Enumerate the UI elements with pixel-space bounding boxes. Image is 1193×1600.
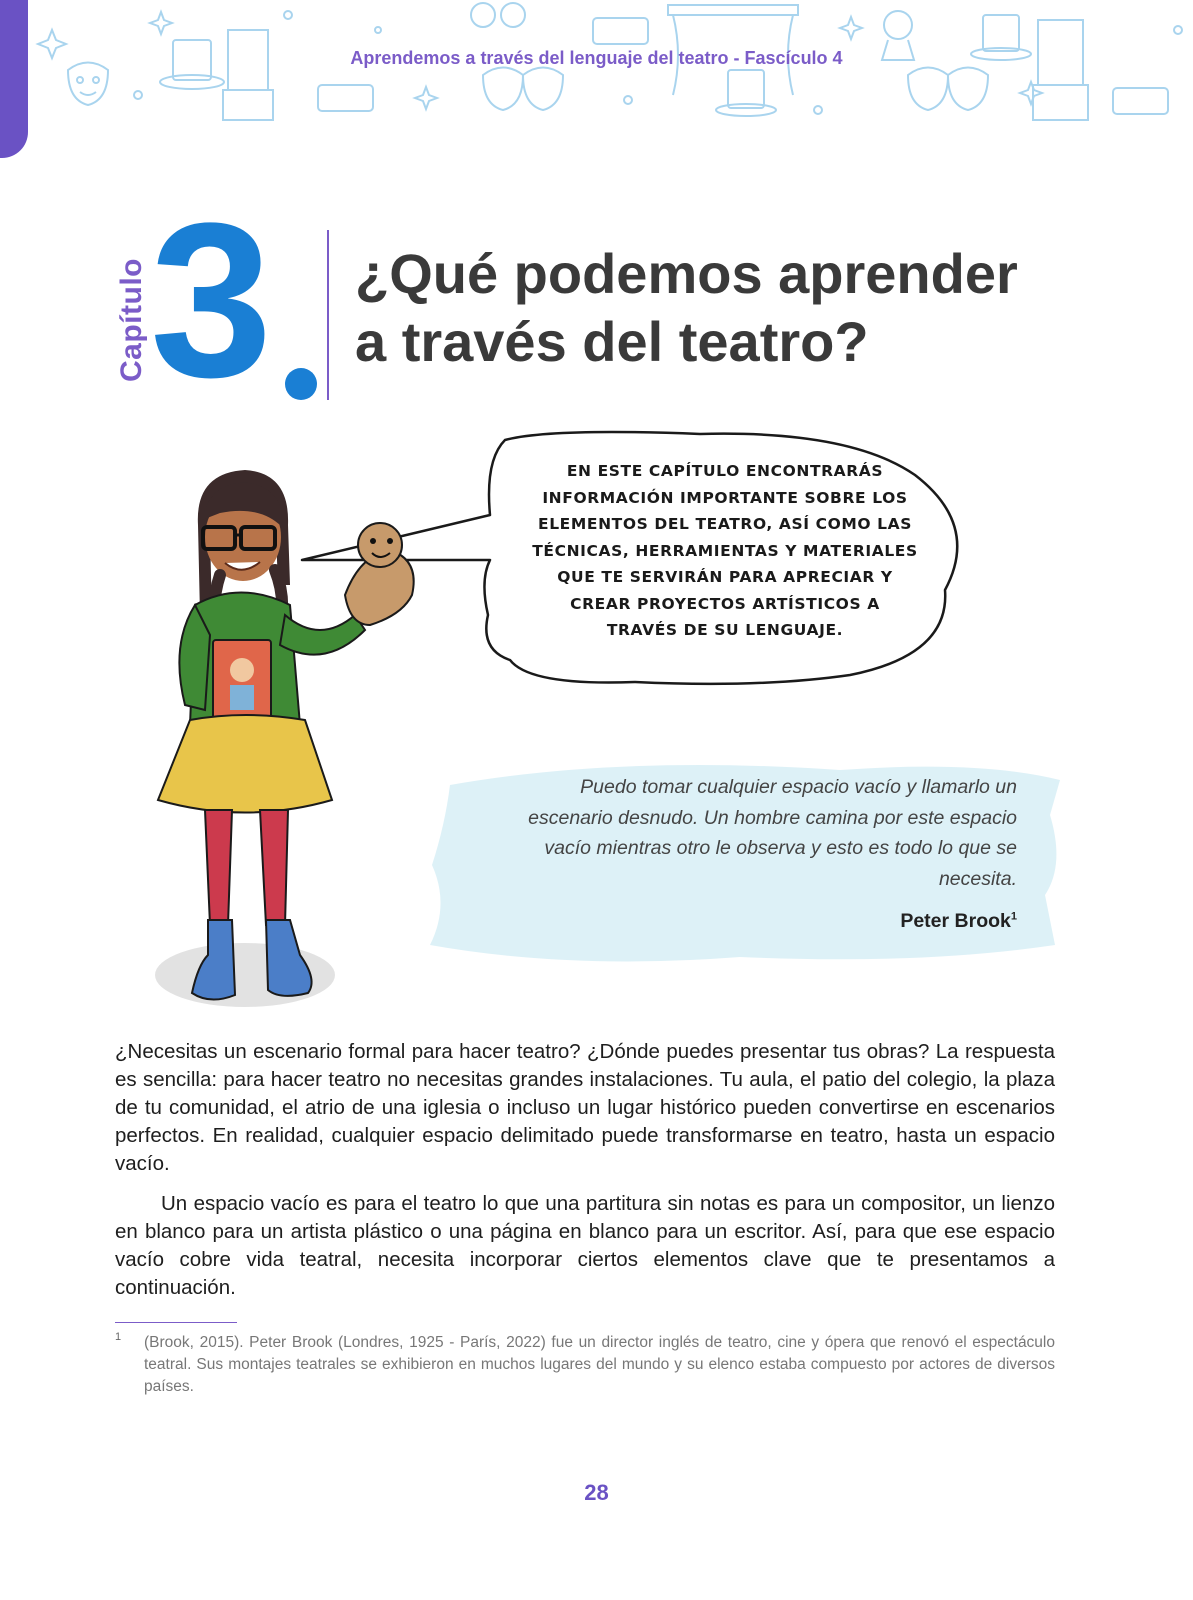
side-tab bbox=[0, 0, 28, 158]
footnote-divider bbox=[115, 1322, 237, 1323]
bubble-line: ELEMENTOS DEL TEATRO, ASÍ COMO LAS bbox=[538, 515, 912, 533]
binoculars-icon bbox=[471, 3, 525, 27]
bubble-line: EN ESTE CAPÍTULO ENCONTRARÁS bbox=[566, 462, 884, 480]
bubble-line: TÉCNICAS, HERRAMIENTAS Y MATERIALES bbox=[532, 541, 918, 560]
chapter-divider bbox=[327, 230, 329, 400]
footnote-reference: 1 bbox=[1010, 910, 1017, 923]
running-title: Aprendemos a través del lenguaje del teatro - Fascículo 4 bbox=[350, 48, 843, 68]
bubble-line: TRAVÉS DE SU LENGUAJE. bbox=[606, 621, 844, 639]
chapter-number: 3 bbox=[150, 177, 267, 423]
chapter-label: Capítulo bbox=[115, 258, 148, 382]
page-number: 28 bbox=[584, 1480, 609, 1505]
bubble-line: QUE TE SERVIRÁN PARA APRECIAR Y bbox=[557, 568, 893, 586]
body-paragraph-2: Un espacio vacío es para el teatro lo que una partitura sin notas es para un compositor, un lienzo en blanco para un artista plástico o una página en blanco para un escritor. Así, para que ese espacio vacío cobre vida teatral, necesita incorporar ciertos elementos clave que te presentamos a continuación. bbox=[115, 1192, 1055, 1299]
chapter-number-dot bbox=[285, 368, 317, 400]
footnote-text: (Brook, 2015). Peter Brook (Londres, 1925 - París, 2022) fue un director inglés de teatro, cine y ópera que renovó el espectáculo teatral. Sus montajes teatrales se exhibieron en muchos lugares del mundo y su elenco estaba compuesto por actores de diversos países. bbox=[144, 1334, 1055, 1395]
speech-bubble-text bbox=[515, 458, 935, 644]
chapter-title bbox=[355, 240, 1075, 376]
quote-author bbox=[700, 910, 1017, 933]
chapter-title-line1: ¿Qué podemos aprender bbox=[355, 242, 1018, 305]
quote-text: Puedo tomar cualquier espacio vacío y llamarlo un escenario desnudo. Un hombre camina por este espacio vacío mientras otro le observa y esto es todo lo que se necesita. bbox=[528, 776, 1017, 890]
girl-with-puppet-illustration bbox=[140, 465, 440, 1030]
bubble-line: INFORMACIÓN IMPORTANTE SOBRE LOS bbox=[542, 488, 908, 507]
theater-masks-icon bbox=[68, 63, 988, 111]
quote-author-name: Peter Brook bbox=[900, 910, 1011, 932]
footnote-number: 1 bbox=[115, 1331, 122, 1343]
bubble-line: CREAR PROYECTOS ARTÍSTICOS A bbox=[570, 594, 880, 613]
chapter-title-line2: a través del teatro? bbox=[355, 310, 869, 373]
body-paragraph-1: ¿Necesitas un escenario formal para hacer teatro? ¿Dónde puedes presentar tus obras? La respuesta es sencilla: para hacer teatro no necesitas grandes instalaciones. Tu aula, el patio del colegio, la plaza de tu comunidad, el atrio de una iglesia o incluso un lugar histórico pueden convertirse en escenarios perfectos. En realidad, cualquier espacio delimitado puede transformarse en teatro, hasta un espacio vacío. bbox=[115, 1040, 1055, 1175]
